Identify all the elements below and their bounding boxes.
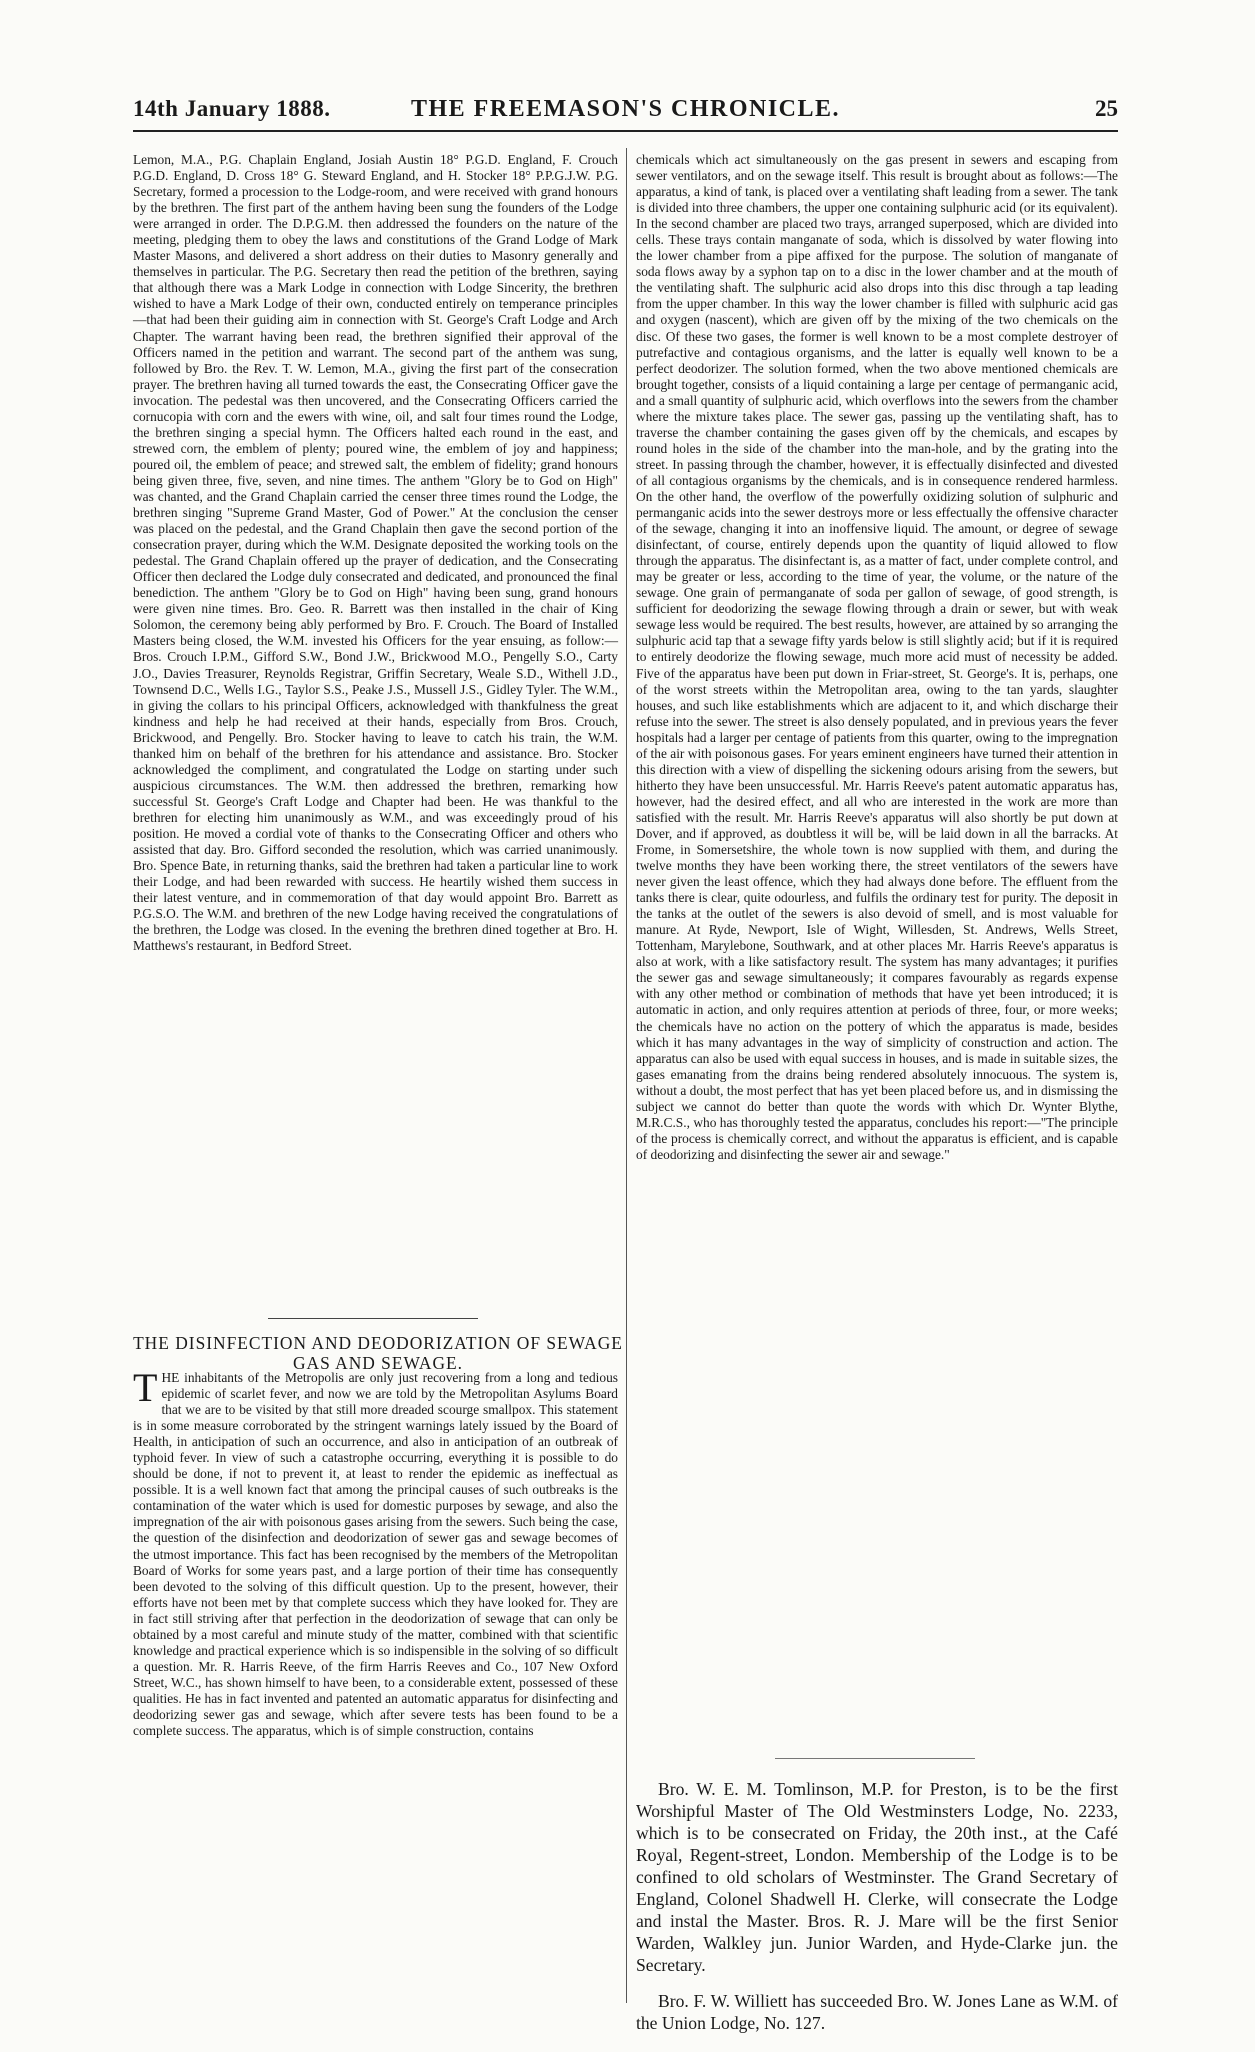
notice-paragraph: Bro. F. W. Williett has succeeded Bro. W. Jones Lane as W.M. of the Union Lodge, No. 127.: [636, 1991, 1118, 2033]
article-paragraph: chemicals which act simultaneously on the gas present in sewers and escaping from sewer ventilators, and on the sewage itself. This result is brought about as follows:—The apparatus, a kind of tank, is placed over a ventilating shaft leading from a sewer. The tank is divided into three chambers, the upper one containing sulphuric acid (or its equivalent). In the second chamber are placed two trays, arranged superposed, which are divided into cells. These trays contain manganate of soda, which is dissolved by water flowing into the lower chamber from a pipe affixed for the purpose. The solution of manganate of soda flows away by a syphon tap on to a disc in the lower chamber and at the mouth of the ventilating shaft. The sulphuric acid also drops into this disc through a tap leading from the upper chamber. In this way the lower chamber is filled with sulphuric acid gas and oxygen (nascent), which are given off by the mixing of the two chemicals on the disc. Of these two gases, the former is well known to be a most complete destroyer of putrefactive and contagious organisms, and the latter is equally well known to be a perfect deodorizer. The solution formed, when the two above mentioned chemicals are brought together, consists of a liquid containing a large per centage of permanganic acid, and a small quantity of sulphuric acid, which overflows into the sewers from the chamber where the mixture takes place. The sewer gas, passing up the ventilating shaft, has to traverse the chamber containing the gases given off by the chemicals, and escapes by round holes in the side of the chamber into the man-hole, and by the grating into the street. In passing through the chamber, however, it is effectually disinfected and divested of all contagious organisms by the chemicals, and is in consequence rendered harmless. On the other hand, the overflow of the powerfully oxidizing solution of sulphuric and permanganic acids into the sewer destroys more or less effectually the offensive character of the sewage, changing it into an inoffensive liquid. The amount, or degree of sewage disinfectant, of course, entirely depends upon the quantity of liquid allowed to flow through the apparatus. The disinfectant is, as a matter of fact, under complete control, and may be greater or less, according to the time of year, the volume, or the nature of the sewage. One grain of permanganate of soda per gallon of sewage, of good strength, is sufficient for deodorizing the sewage flowing through a drain or sewer, but with weak sewage less would be required. The best results, however, are attained by so arranging the sulphuric acid tap that a sewage fifty yards below is still slightly acid; but if it is required to entirely deodorize the flowing sewage, much more acid must of necessity be added. Five of the apparatus have been put down in Friar-street, St. George's. It is, perhaps, one of the worst streets within the Metropolitan area, owing to the tan yards, slaughter houses, and such like establishments which are adjacent to it, and which discharge their refuse into the sewer. The street is also densely populated, and in previous years the fever hospitals had a larger per centage of patients from this quarter, owing to the impregnation of the air with poisonous gases. For years eminent engineers have turned their attention in this direction with a view of dispelling the sickening odours arising from the sewers, but hitherto they have been unsuccessful. Mr. Harris Reeve's patent automatic apparatus has, however, had the desired effect, and all who are interested in the work are more than satisfied with the result. Mr. Harris Reeve's apparatus will also shortly be put down at Dover, and if approved, as doubtless it will be, will be laid down in all the barracks. At Frome, in Somersetshire, the whole town is now supplied with them, and during the twelve months they have been working there, the street ventilators of the sewers have never given the least offence, which they had always done before. The effluent from the tanks there is clear, quite odourless, and fulfils the ordinary test for purity. The deposit in the tanks at the outlet of the sewers is also devoid of smell, and is most valuable for manure. At Ryde, Newport, Isle of Wight, Willesden, St. Andrews, Wells Street, Tottenham, Marylebone, Southwark, and at other places Mr. Harris Reeve's apparatus is also at work, with a like satisfactory result. The system has many advantages; it purifies the sewer gas and sewage simultaneously; it compares favourably as regards expense with any other method or combination of methods that have yet been introduced; it is automatic in action, and only requires attention at periods of three, four, or more weeks; the chemicals have no action on the pottery of which the apparatus is made, besides which it has many advantages in the way of simplicity of construction and action. The apparatus can also be used with equal success in houses, and is made in suitable sizes, the gases emanating from the drains being rendered absolutely innocuous. The system is, without a doubt, the most perfect that has yet been placed before us, and in dismissing the subject we cannot do better than quote the words with which Dr. Wynter Blythe, M.R.C.S., who has thoroughly tested the apparatus, concludes his report:—"The principle of the process is chemically correct, and without the apparatus is efficient, and is capable of deodorizing and disinfecting the sewer air and sewage.": [636, 152, 1118, 1162]
report-paragraph: Lemon, M.A., P.G. Chaplain England, Josiah Austin 18° P.G.D. England, F. Crouch P.G.D. England, D. Cross 18° G. Steward England, and H. Stocker 18° P.P.G.J.W. P.G. Secretary, formed a procession to the Lodge-room, and were received with grand honours by the brethren. The first part of the anthem having been sung the founders of the Lodge were arranged in order. The D.P.G.M. then addressed the founders on the nature of the meeting, pledging them to obey the laws and constitutions of the Grand Lodge of Mark Master Masons, and delivered a short address on their duties to Masonry generally and themselves in particular. The P.G. Secretary then read the petition of the brethren, saying that although there was a Mark Lodge in connection with Lodge Sincerity, the brethren wished to have a Mark Lodge of their own, conducted entirely on temperance principles—that had been their guiding aim in connection with St. George's Craft Lodge and Arch Chapter. The warrant having been read, the brethren signified their approval of the Officers named in the petition and warrant. The second part of the anthem was sung, followed by Bro. the Rev. T. W. Lemon, M.A., giving the first part of the consecration prayer. The brethren having all turned towards the east, the Consecrating Officer gave the invocation. The pedestal was then uncovered, and the Consecrating Officers carried the cornucopia with corn and the ewers with wine, oil, and salt four times round the Lodge, the brethren singing a special hymn. The Officers halted each round in the east, and strewed corn, the emblem of plenty; poured wine, the emblem of joy and happiness; poured oil, the emblem of peace; and strewed salt, the emblem of fidelity; grand honours being given three, five, seven, and nine times. The anthem "Glory be to God on High" was chanted, and the Grand Chaplain carried the censer three times round the Lodge, the brethren singing "Supreme Grand Master, God of Power." At the conclusion the censer was placed on the pedestal, and the Grand Chaplain then gave the second portion of the consecration prayer, during which the W.M. Designate deposited the working tools on the pedestal. The Grand Chaplain offered up the prayer of dedication, and the Consecrating Officer then declared the Lodge duly consecrated and dedicated, and pronounced the final benediction. The anthem "Glory be to God on High" having been sung, grand honours were given nine times. Bro. Geo. R. Barrett was then installed in the chair of King Solomon, the ceremony being ably performed by Bro. F. Crouch. The Board of Installed Masters being closed, the W.M. invested his Officers for the year ensuing, as follow:—Bros. Crouch I.P.M., Gifford S.W., Bond J.W., Brickwood M.O., Pengelly S.O., Carty J.O., Davies Treasurer, Reynolds Registrar, Griffin Secretary, Weale S.D., Withell J.D., Townsend D.C., Wells I.G., Taylor S.S., Peake J.S., Mussell J.S., Gidley Tyler. The W.M., in giving the collars to his principal Officers, acknowledged with thankfulness the great kindness and help he had received at their hands, especially from Bros. Crouch, Brickwood, and Pengelly. Bro. Stocker having to leave to catch his train, the W.M. thanked him on behalf of the brethren for his attendance and assistance. Bro. Stocker acknowledged the compliment, and congratulated the Lodge on starting under such auspicious circumstances. The W.M. then addressed the brethren, remarking how successful St. George's Craft Lodge and Chapter had been. He was thankful to the brethren for electing him unanimously as W.M., and was exceedingly proud of his position. He moved a cordial vote of thanks to the Consecrating Officer and others who assisted that day. Bro. Gifford seconded the resolution, which was carried unanimously. Bro. Spence Bate, in returning thanks, said the brethren had taken a particular line to work their Lodge, and had been rewarded with success. He heartily wished them success in their latest venture, and in commemoration of that day would appoint Bro. Barrett as P.G.S.O. The W.M. and brethren of the new Lodge having received the congratulations of the brethren, the Lodge was closed. In the evening the brethren dined together at Bro. H. Matthews's restaurant, in Bedford Street.: [133, 152, 618, 954]
column-divider: [626, 148, 627, 2003]
article-body-left: [133, 1365, 618, 1739]
article-body-right: [636, 152, 1118, 1163]
article-paragraph-text: HE inhabitants of the Metropolis are only just recovering from a long and tedious epidemic of scarlet fever, and now we are told by the Metropolitan Asylums Board that we are to be visited by that still more dreaded scourge smallpox. This statement is in some measure corroborated by the stringent warnings lately issued by the Board of Health, in anticipation of such an occurrence, and also in anticipation of an outbreak of typhoid fever. In view of such a catastrophe occurring, everything it is possible to do should be done, if not to prevent it, at least to render the epidemic as ineffectual as possible. It is a well known fact that among the principal causes of such outbreaks is the contamination of the water which is used for domestic purposes by sewage, and also the impregnation of the air with poisonous gases arising from the sewers. Such being the case, the question of the disinfection and deodorization of sewer gas and sewage becomes of the utmost importance. This fact has been recognised by the members of the Metropolitan Board of Works for some years past, and a large portion of their time has consequently been devoted to the solving of this difficult question. Up to the present, however, their efforts have not been met by that complete success which they have looked for. They are in fact still striving after that perfection in the deodorization of sewage that can only be obtained by a most careful and minute study of the matter, combined with that scientific knowledge and practical experience which is so indispensible in the solving of so difficult a question. Mr. R. Harris Reeve, of the firm Harris Reeves and Co., 107 New Oxford Street, W.C., has shown himself to have been, to a considerable extent, possessed of these qualities. He has in fact invented and patented an automatic apparatus for disinfecting and deodorizing sewer gas and sewage, which after severe tests has been found to be a complete success. The apparatus, which is of simple construction, contains: [133, 1370, 618, 1739]
left-column-continued-report: [133, 152, 618, 954]
issue-date: 14th January 1888.: [133, 96, 331, 121]
section-rule: [268, 1318, 478, 1319]
notice-rule: [775, 1758, 975, 1759]
page-number: 25: [1095, 96, 1118, 121]
lodge-notices: [636, 1778, 1118, 2034]
article-paragraph: [133, 1365, 618, 1739]
notice-paragraph: Bro. W. E. M. Tomlinson, M.P. for Preston, is to be the first Worshipful Master of The Old Westminsters Lodge, No. 2233, which is to be consecrated on Friday, the 20th inst., at the Café Royal, Regent-street, London. Membership of the Lodge is to be confined to old scholars of Westminster. The Grand Secretary of England, Colonel Shadwell H. Clerke, will consecrate the Lodge and instal the Master. Bros. R. J. Mare will be the first Senior Warden, Walkley jun. Junior Warden, and Hyde-Clarke jun. the Secretary.: [636, 1779, 1118, 1975]
masthead-title: THE FREEMASON'S CHRONICLE.: [410, 96, 841, 122]
article-title: THE DISINFECTION AND DEODORIZATION OF SEWAGE GAS AND SEWAGE.: [133, 1333, 623, 1373]
header-rule: [133, 130, 1118, 132]
drop-cap: T: [133, 1365, 158, 1410]
page-header: [133, 96, 1118, 136]
